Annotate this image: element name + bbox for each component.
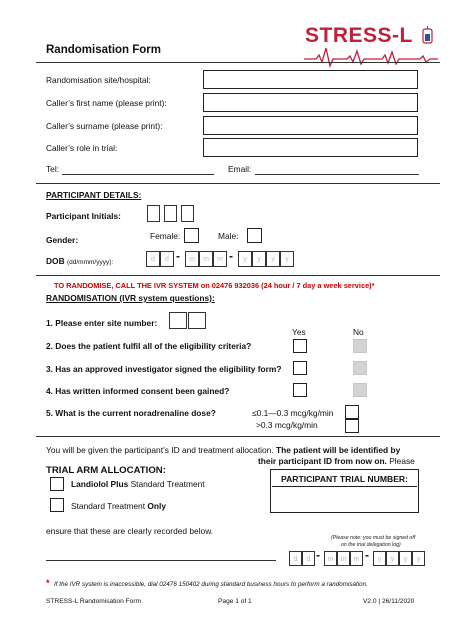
allocation-intro-line-1 [46, 445, 400, 455]
q5-option-low: ≤0.1—0.3 mcg/kg/min [252, 408, 334, 418]
q2-label: 2. Does the patient fulfil all of the eligibility criteria? [46, 341, 252, 351]
initial-box-3[interactable] [181, 205, 194, 222]
trial-arm-heading: TRIAL ARM ALLOCATION: [46, 465, 166, 476]
role-label: Caller’s role in trial: [46, 143, 118, 153]
footer-version: V2.0 | 26/11/2020 [363, 598, 415, 605]
dob-day-2[interactable]: d [160, 251, 174, 267]
footer-left: STRESS-L Randomisation Form [46, 598, 142, 605]
standard-only-checkbox[interactable] [50, 498, 64, 512]
q3-yes-checkbox[interactable] [293, 361, 307, 375]
landiolol-plus-label-normal: Standard Treatment [130, 479, 205, 489]
date-day-1[interactable]: d [289, 551, 302, 566]
logo-text: STRESS-L [305, 24, 413, 47]
signature-line[interactable] [46, 560, 276, 561]
dob-year-2[interactable]: y [252, 251, 266, 267]
surname-label: Caller’s surname (please print): [46, 121, 163, 131]
dob-format: (dd/mmm/yyyy): [66, 259, 114, 266]
standard-only-label-normal: Standard Treatment [71, 501, 146, 511]
initial-box-1[interactable] [147, 205, 160, 222]
q1-label: 1. Please enter site number: [46, 318, 158, 328]
role-input[interactable] [203, 138, 418, 157]
dob-year-1[interactable]: y [238, 251, 252, 267]
participant-trial-number-box[interactable] [270, 469, 419, 513]
site-number-box-1[interactable] [169, 312, 187, 329]
dob-separator-1: - [176, 249, 180, 263]
footer-page: Page 1 of 1 [218, 598, 252, 605]
ensure-text: ensure that these are clearly recorded below. [46, 526, 214, 536]
allocation-intro-bold: The patient will be identified by [276, 445, 401, 455]
trial-number-heading: PARTICIPANT TRIAL NUMBER: [281, 474, 408, 484]
q2-no-checkbox[interactable] [353, 339, 367, 353]
allocation-intro-normal: You will be given the participant’s ID and treatment allocation. [46, 445, 274, 455]
initial-box-2[interactable] [164, 205, 177, 222]
q4-label: 4. Has written informed consent been gained? [46, 386, 230, 396]
dob-month-1[interactable]: m [185, 251, 199, 267]
no-column-label: No [353, 327, 364, 337]
section-divider [36, 275, 440, 276]
date-year-3[interactable]: y [399, 551, 412, 566]
section-divider [36, 436, 440, 437]
yes-column-label: Yes [292, 327, 306, 337]
first-name-label: Caller’s first name (please print): [46, 98, 167, 108]
dob-label [46, 256, 113, 266]
landiolol-plus-label [71, 479, 205, 489]
site-label: Randomisation site/hospital: [46, 75, 151, 85]
q5-low-checkbox[interactable] [345, 405, 359, 419]
date-year-1[interactable]: y [373, 551, 386, 566]
initials-label: Participant Initials: [46, 211, 121, 221]
male-checkbox[interactable] [247, 228, 262, 243]
delegation-note-line-1: (Please note: you must be signed off [331, 535, 416, 541]
dob-year-4[interactable]: y [280, 251, 294, 267]
q3-label: 3. Has an approved investigator signed the eligibility form? [46, 364, 282, 374]
q4-yes-checkbox[interactable] [293, 383, 307, 397]
page-title: Randomisation Form [46, 44, 162, 56]
surname-input[interactable] [203, 116, 418, 135]
dob-year-3[interactable]: y [266, 251, 280, 267]
section-divider [36, 183, 440, 184]
male-label: Male: [218, 231, 239, 241]
landiolol-plus-checkbox[interactable] [50, 477, 64, 491]
landiolol-plus-label-bold: Landiolol Plus [71, 479, 129, 489]
date-separator-1: - [316, 548, 320, 562]
date-separator-2: - [365, 548, 369, 562]
standard-only-label-bold: Only [147, 501, 166, 511]
standard-only-label [71, 501, 166, 511]
date-month-3[interactable]: m [350, 551, 363, 566]
delegation-note-line-2: on the trial delegation log) [341, 542, 401, 548]
q5-label: 5. What is the current noradrenaline dose? [46, 408, 216, 418]
female-checkbox[interactable] [184, 228, 199, 243]
dob-day-1[interactable]: d [146, 251, 160, 267]
date-month-1[interactable]: m [324, 551, 337, 566]
dob-label-text: DOB [46, 256, 65, 266]
date-month-2[interactable]: m [337, 551, 350, 566]
footnote-text: If the IVR system is inaccessible, dial 02476 150402 during standard business hours to perform a randomisation. [53, 581, 368, 588]
dob-month-3[interactable]: m [213, 251, 227, 267]
date-year-4[interactable]: y [412, 551, 425, 566]
footnote [46, 573, 368, 591]
q2-yes-checkbox[interactable] [293, 339, 307, 353]
allocation-intro-line2-normal: Please [389, 456, 415, 466]
stress-l-logo [302, 24, 440, 72]
footnote-star: * [46, 578, 50, 588]
q3-no-checkbox[interactable] [353, 361, 367, 375]
logo-icon [302, 24, 440, 72]
trial-number-heading-underline [272, 486, 417, 487]
email-input-line[interactable] [255, 174, 419, 175]
tel-input-line[interactable] [62, 174, 214, 175]
tel-label: Tel: [46, 164, 60, 174]
ivr-notice: TO RANDOMISE, CALL THE IVR SYSTEM on 02476 932036 (24 hour / 7 day a week service)* [54, 281, 375, 290]
site-input[interactable] [203, 70, 418, 89]
randomisation-heading: RANDOMISATION (IVR system questions): [46, 293, 215, 303]
date-year-2[interactable]: y [386, 551, 399, 566]
q5-option-high: >0.3 mcg/kg/min [256, 420, 318, 430]
female-label: Female: [150, 231, 181, 241]
first-name-input[interactable] [203, 93, 418, 112]
participant-details-heading: PARTICIPANT DETAILS: [46, 190, 142, 200]
q4-no-checkbox[interactable] [353, 383, 367, 397]
site-number-box-2[interactable] [188, 312, 206, 329]
allocation-intro-line2-bold: their participant ID from now on. [258, 456, 387, 466]
date-day-2[interactable]: d [302, 551, 315, 566]
dob-separator-2: - [229, 249, 233, 263]
email-label: Email: [228, 164, 252, 174]
dob-month-2[interactable]: m [199, 251, 213, 267]
header-divider [36, 62, 440, 63]
gender-label: Gender: [46, 235, 79, 245]
allocation-intro-line-2 [258, 456, 415, 466]
q5-high-checkbox[interactable] [345, 419, 359, 433]
